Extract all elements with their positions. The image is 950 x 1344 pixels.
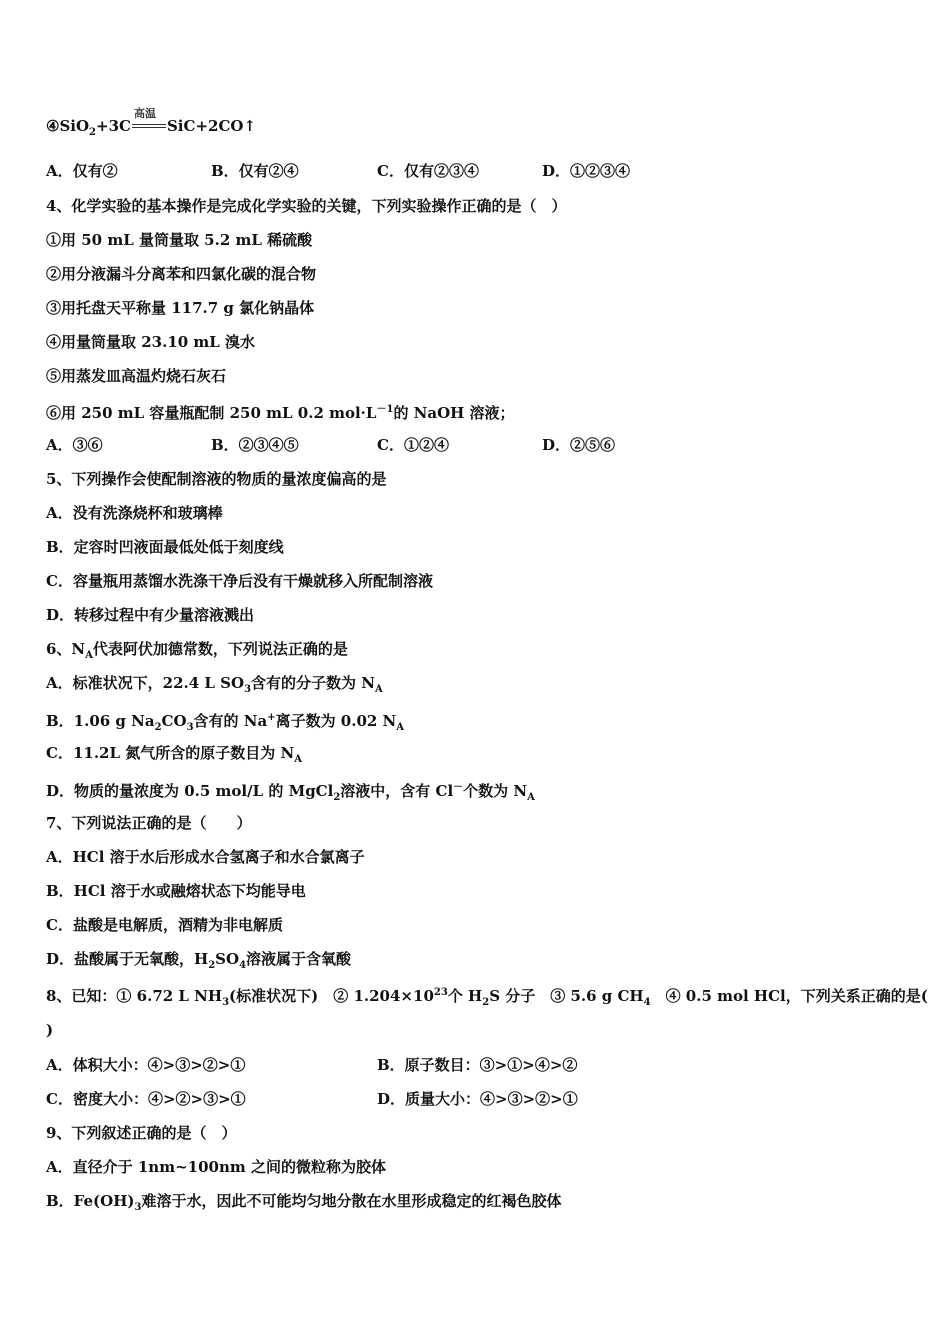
q6-option-d: D．物质的量浓度为 0.5 mol/L 的 MgCl$_2$溶液中，含有 Cl－个数为 $N_A$ bbox=[46, 782, 535, 803]
q5-option-a: A．没有洗涤烧杯和玻璃棒 bbox=[46, 504, 223, 522]
reaction-arrow bbox=[132, 107, 166, 134]
q6-option-b: B．1.06 g $Na_2CO_3$含有的 Na+离子数为 0.02 $N_A$ bbox=[46, 712, 405, 733]
q6-option-c: C．11.2L 氮气所含的原子数目为 $N_A$ bbox=[46, 744, 302, 765]
q4-option-a: A．③⑥ bbox=[46, 436, 103, 454]
q4-item-1: ①用 50 mL 量筒量取 5.2 mL 稀硫酸 bbox=[46, 231, 313, 249]
q9-option-a: A．直径介于 1nm~100nm 之间的微粒称为胶体 bbox=[46, 1158, 386, 1176]
q6-stem: 6、$N_A$代表阿伏加德常数，下列说法正确的是 bbox=[46, 640, 348, 661]
q8-option-a: A．体积大小：④>③>②>① bbox=[46, 1056, 246, 1074]
q7-option-b: B．HCl 溶于水或融熔状态下均能导电 bbox=[46, 882, 306, 900]
q8-option-d: D．质量大小：④>③>②>① bbox=[377, 1090, 578, 1108]
equation-text: ④SiO bbox=[46, 117, 90, 135]
q8-stem-close: ) bbox=[46, 1021, 54, 1039]
reaction-condition: 高温 bbox=[133, 107, 156, 120]
q4-item-2: ②用分液漏斗分离苯和四氯化碳的混合物 bbox=[46, 265, 317, 283]
q4-option-b: B．②③④⑤ bbox=[211, 436, 299, 454]
q8-option-c: C．密度大小：④>②>③>① bbox=[46, 1090, 246, 1108]
q3-option-d: D．①②③④ bbox=[542, 162, 631, 180]
q3-equation: ④SiO$_2$+3C 高温 SiC+2CO↑ bbox=[46, 116, 256, 143]
q7-option-c: C．盐酸是电解质，酒精为非电解质 bbox=[46, 916, 283, 934]
q4-item-6: ⑥用 250 mL 容量瓶配制 250 mL 0.2 $mol\cdot L^{-1}$的 NaOH 溶液； bbox=[46, 404, 515, 422]
q3-option-c: C．仅有②③④ bbox=[377, 162, 479, 180]
q7-stem: 7、下列说法正确的是（ ） bbox=[46, 814, 252, 832]
q4-item-5: ⑤用蒸发皿高温灼烧石灰石 bbox=[46, 367, 227, 385]
q4-option-c: C．①②④ bbox=[377, 436, 449, 454]
q3-option-a: A．仅有② bbox=[46, 162, 118, 180]
q8-option-b: B．原子数目：③>①>④>② bbox=[377, 1056, 578, 1074]
q5-stem: 5、下列操作会使配制溶液的物质的量浓度偏高的是 bbox=[46, 470, 387, 488]
q6-option-a: A．标准状况下，22.4 L $SO_3$含有的分子数为 $N_A$ bbox=[46, 674, 383, 695]
q7-option-a: A．HCl 溶于水后形成水合氢离子和水合氯离子 bbox=[46, 848, 365, 866]
q5-option-c: C．容量瓶用蒸馏水洗涤干净后没有干燥就移入所配制溶液 bbox=[46, 572, 433, 590]
q4-option-d: D．②⑤⑥ bbox=[542, 436, 616, 454]
q4-item-3: ③用托盘天平称量 117.7 g 氯化钠晶体 bbox=[46, 299, 315, 317]
q3-option-b: B．仅有②④ bbox=[211, 162, 299, 180]
q5-option-d: D．转移过程中有少量溶液溅出 bbox=[46, 606, 255, 624]
q7-option-d: D．盐酸属于无氧酸，$H_2SO_4$溶液属于含氧酸 bbox=[46, 950, 352, 971]
q5-option-b: B．定容时凹液面最低处低于刻度线 bbox=[46, 538, 284, 556]
q9-option-b: B．$Fe(OH)_3$难溶于水，因此不可能均匀地分散在水里形成稳定的红褐色胶体 bbox=[46, 1192, 562, 1213]
q4-item-4: ④用量筒量取 23.10 mL 溴水 bbox=[46, 333, 256, 351]
q4-stem: 4、化学实验的基本操作是完成化学实验的关键，下列实验操作正确的是（ ） bbox=[46, 197, 567, 215]
q9-stem: 9、下列叙述正确的是（ ） bbox=[46, 1124, 237, 1142]
q8-stem: 8、已知：① 6.72 L $NH_3$(标准状况下) ② $1.204\times 10^{23}$个 $H_2S$ 分子 ③ 5.6 g $CH_4$ ④ 0.5 mol HCl，下列关系正确的是( bbox=[46, 987, 928, 1008]
